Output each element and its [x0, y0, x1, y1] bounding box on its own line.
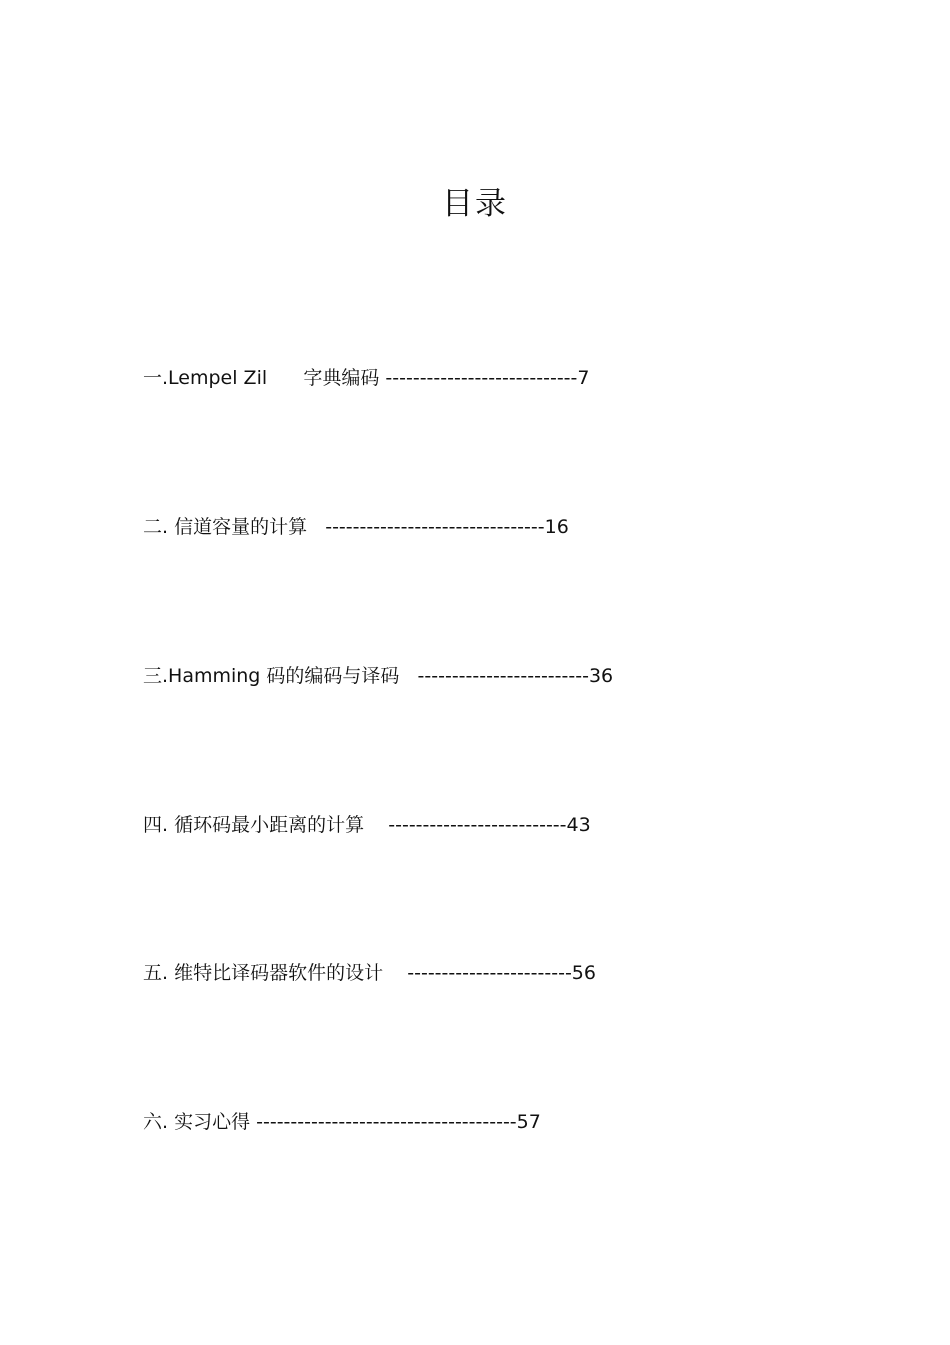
toc-entry-label: 五. 维特比译码器软件的设计	[143, 962, 384, 984]
toc-entry-page: 36	[588, 665, 614, 687]
toc-entry-label: 二. 信道容量的计算	[143, 516, 308, 538]
toc-entry-label: 六. 实习心得	[143, 1111, 251, 1133]
toc-entry-page: 56	[571, 962, 596, 984]
toc-entry-1	[143, 365, 589, 391]
page-title: 目录	[442, 186, 508, 222]
toc-entry-5	[143, 960, 596, 986]
toc-entry-label: 一.Lempel Zil 字典编码	[143, 367, 380, 389]
toc-entry-leader: --------------------------	[364, 814, 567, 836]
toc-entry-leader: --------------------------------------	[250, 1111, 517, 1133]
toc-entry-page: 43	[566, 814, 591, 836]
toc-entry-leader: ----------------------------	[379, 367, 578, 389]
toc-entry-page: 7	[577, 367, 590, 389]
toc-entry-2	[143, 514, 569, 540]
toc-entry-page: 57	[516, 1111, 541, 1133]
toc-entry-leader: ------------------------	[383, 962, 572, 984]
toc-entry-page: 16	[544, 516, 569, 538]
toc-entry-4	[143, 812, 591, 838]
toc-entry-label: 四. 循环码最小距离的计算	[143, 814, 365, 836]
toc-entry-leader: --------------------------------	[307, 516, 545, 538]
toc-entry-label: 三.Hamming 码的编码与译码	[143, 665, 400, 687]
toc-entry-3	[143, 663, 613, 689]
toc-entry-leader: -------------------------	[399, 665, 589, 687]
toc-entry-6	[143, 1109, 541, 1135]
